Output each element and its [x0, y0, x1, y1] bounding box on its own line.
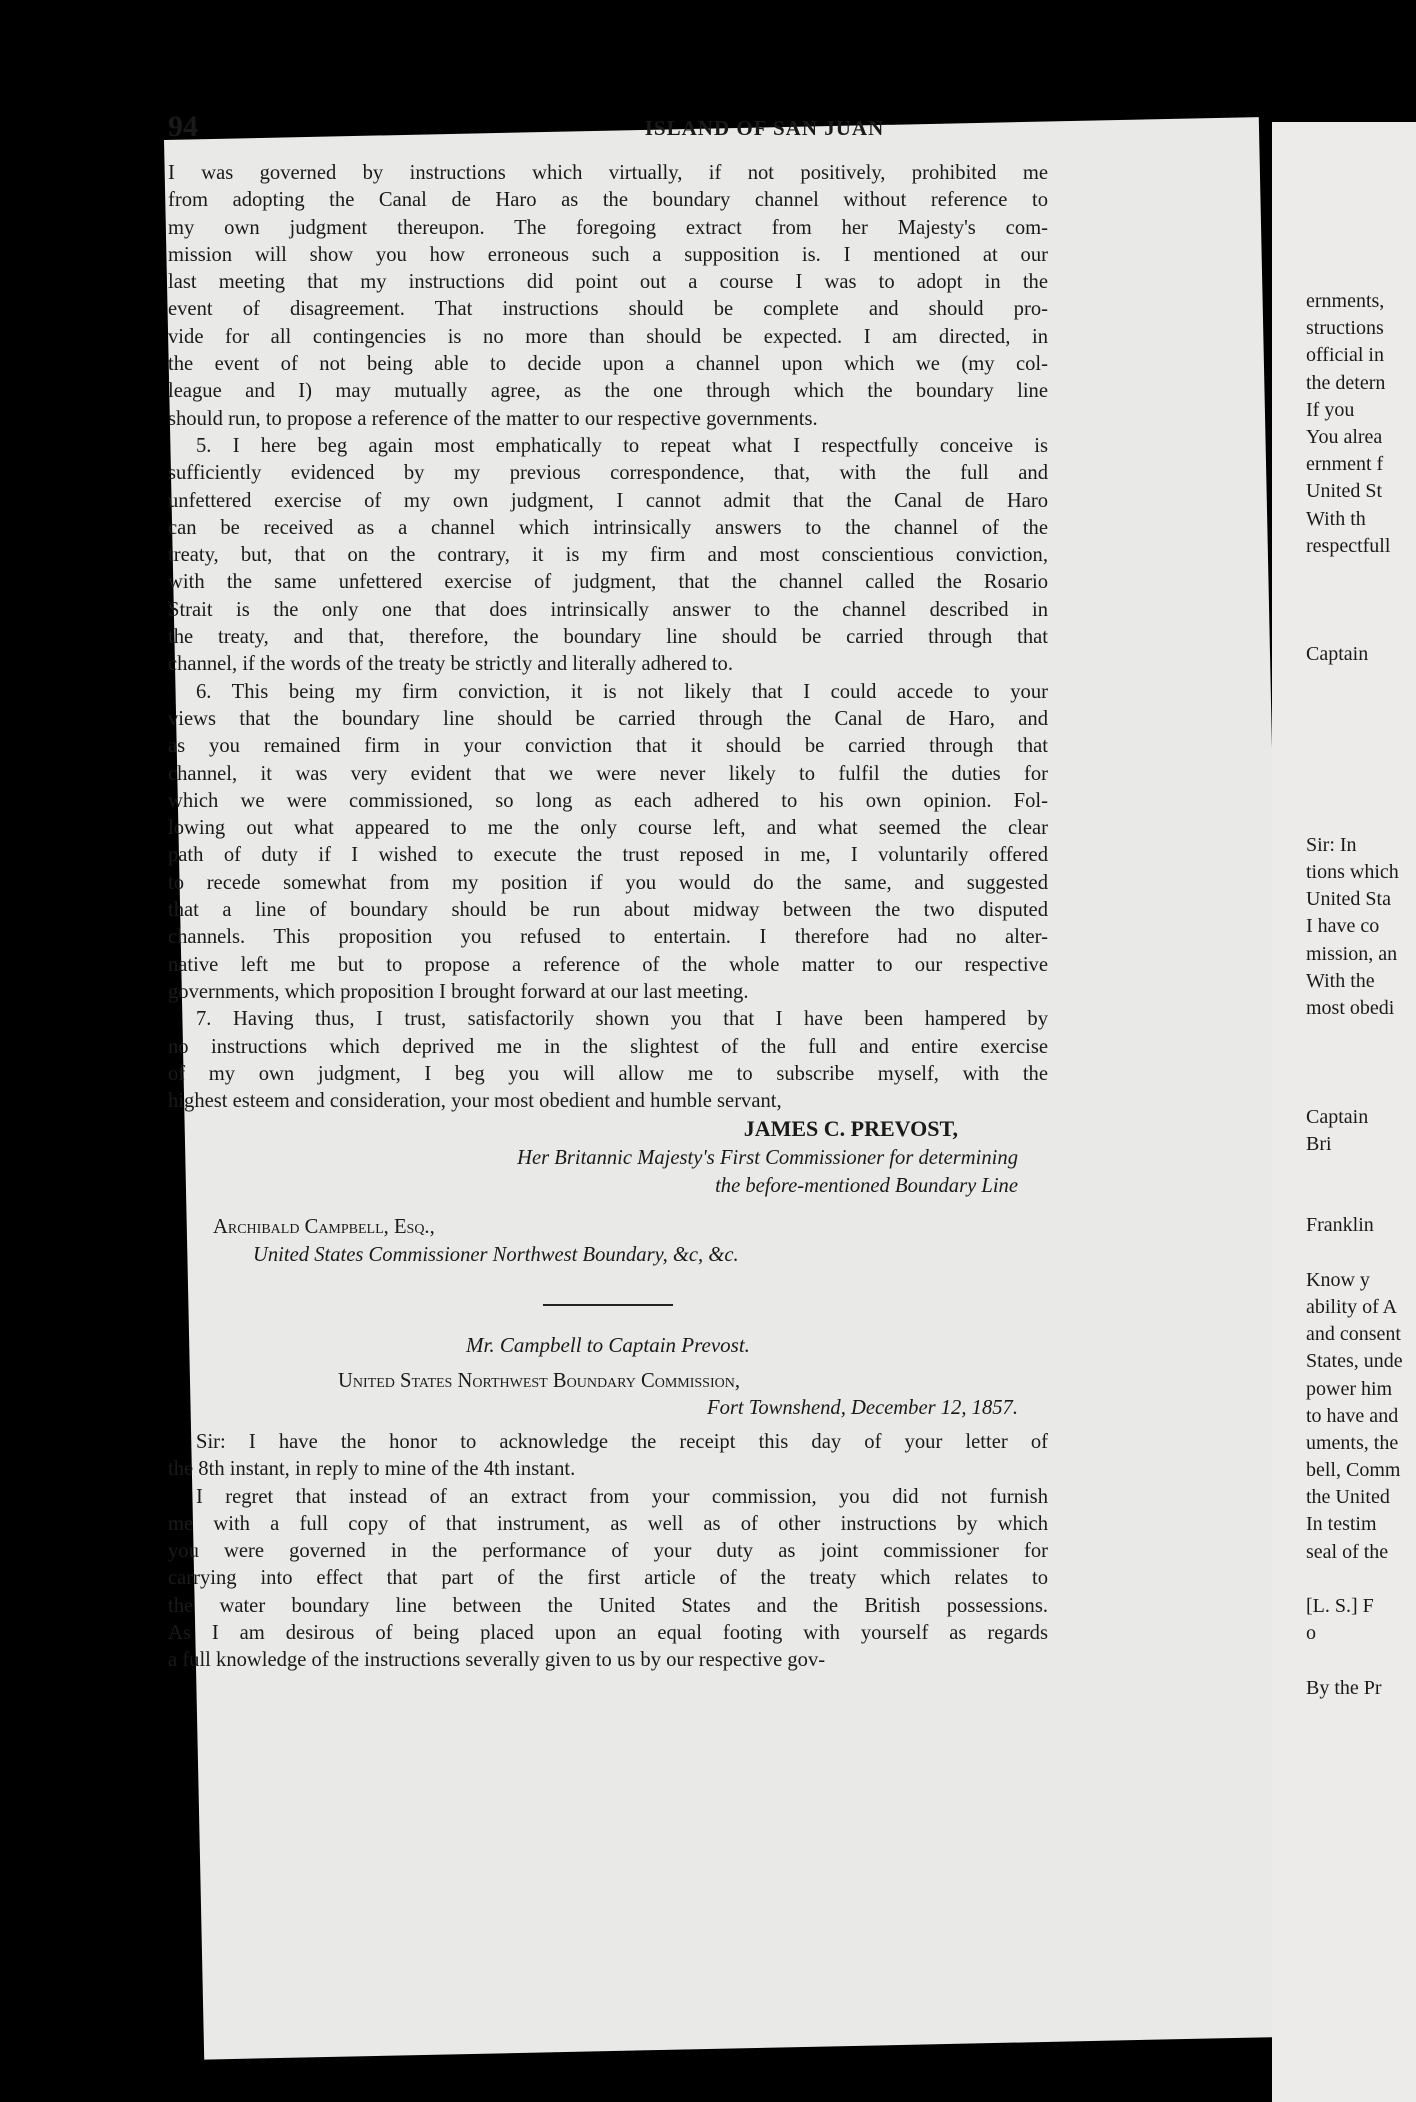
addressee-title: United States Commissioner Northwest Boundary, &c, &c. — [253, 1243, 739, 1266]
text-line: my own judgment thereupon. The foregoing extract from her Majesty's com- — [168, 216, 1048, 239]
text-line: lowing out what appeared to me the only course left, and what seemed the clear — [168, 817, 1048, 840]
facing-page-line — [1306, 560, 1416, 587]
facing-page-line — [1306, 1566, 1416, 1593]
text-line: carrying into effect that part of the first article of the treaty which relates to — [168, 1567, 1048, 1590]
text-line: to recede somewhat from my position if you would do the same, and suggested — [168, 871, 1048, 894]
facing-page-line — [1306, 1022, 1416, 1049]
facing-page-line: United St — [1306, 480, 1383, 503]
facing-page-line: most obedi — [1306, 996, 1395, 1019]
facing-page-text — [1306, 288, 1416, 1702]
text-line: league and I) may mutually agree, as the one through which the boundary line — [168, 380, 1048, 403]
facing-page-line: o — [1306, 1622, 1316, 1645]
facing-page-line: ernments, — [1306, 290, 1385, 312]
text-line: I regret that instead of an extract from your commission, you did not furnish — [196, 1485, 1048, 1508]
signature-role-line-1: Her Britannic Majesty's First Commissioner for determining — [517, 1147, 1018, 1170]
text-line: unfettered exercise of my own judgment, I cannot admit that the Canal de Haro — [168, 489, 1048, 512]
section-divider — [543, 1304, 673, 1306]
text-line: channel, it was very evident that we were never likely to fulfil the duties for — [168, 762, 1048, 785]
facing-page-line: I have co — [1306, 915, 1380, 938]
facing-page-line — [1306, 1158, 1416, 1185]
text-line: Sir: I have the honor to acknowledge the receipt this day of your letter of — [196, 1430, 1048, 1453]
facing-page-line: seal of the — [1306, 1540, 1389, 1563]
facing-page-line — [1306, 1185, 1416, 1212]
facing-page-line: and consent — [1306, 1323, 1401, 1346]
text-line: 7. Having thus, I trust, satisfactorily shown you that I have been hampered by — [196, 1008, 1048, 1031]
text-line: treaty, but, that on the contrary, it is my firm and most conscientious conviction, — [168, 544, 1048, 567]
text-line: mission will show you how erroneous such a supposition is. I mentioned at our — [168, 243, 1048, 266]
facing-page-line: States, unde — [1306, 1350, 1403, 1373]
text-line: I was governed by instructions which virtually, if not positively, prohibited me — [168, 162, 1048, 184]
facing-page-line — [1306, 1647, 1416, 1674]
text-line: should run, to propose a reference of the matter to our respective governments. — [168, 407, 818, 430]
text-line: highest esteem and consideration, your most obedient and humble servant, — [168, 1090, 782, 1113]
facing-page-line — [1306, 1049, 1416, 1076]
facing-page-line: bell, Comm — [1306, 1459, 1401, 1482]
text-line: me with a full copy of that instrument, as well as of other instructions by which — [168, 1512, 1048, 1535]
text-line: views that the boundary line should be carried through the Canal de Haro, and — [168, 707, 1048, 730]
facing-page-line: Captain — [1306, 643, 1369, 666]
page-number: 94 — [168, 110, 198, 143]
addressee-name: Archibald Campbell, Esq., — [213, 1215, 435, 1238]
facing-page-line: Sir: In — [1306, 833, 1357, 856]
text-line: 5. I here beg again most emphatically to repeat what I respectfully conceive is — [196, 434, 1048, 457]
facing-page-line: tions which — [1306, 860, 1399, 883]
text-line: which we were commissioned, so long as each adhered to his own opinion. Fol- — [168, 789, 1048, 812]
facing-page-line: the United — [1306, 1486, 1390, 1509]
facing-page-line — [1306, 614, 1416, 641]
text-line: 6. This being my firm conviction, it is not likely that I could accede to your — [196, 680, 1048, 703]
facing-page-line: Bri — [1306, 1132, 1332, 1155]
text-line: with the same unfettered exercise of judgment, that the channel called the Rosario — [168, 571, 1048, 594]
facing-page-line — [1306, 723, 1416, 750]
letter-heading: Mr. Campbell to Captain Prevost. — [466, 1332, 750, 1357]
facing-page-line — [1306, 805, 1416, 832]
letter-paragraphs — [168, 160, 1048, 1115]
letter-date: Fort Townshend, December 12, 1857. — [707, 1396, 1018, 1419]
facing-page-line — [1306, 1240, 1416, 1267]
facing-page-line: uments, the — [1306, 1431, 1399, 1454]
facing-page-line: By the Pr — [1306, 1676, 1382, 1699]
text-line: can be received as a channel which intrinsically answers to the channel of the — [168, 516, 1048, 539]
text-line: of my own judgment, I beg you will allow me to subscribe myself, with the — [168, 1062, 1048, 1085]
facing-page-line: ability of A — [1306, 1295, 1398, 1318]
facing-page-line: If you — [1306, 398, 1355, 421]
facing-page-line: You alrea — [1306, 425, 1383, 448]
text-line: vide for all contingencies is no more than should be expected. I am directed, in — [168, 325, 1048, 348]
text-line: path of duty if I wished to execute the trust reposed in me, I voluntarily offered — [168, 844, 1048, 867]
facing-page-line: With th — [1306, 507, 1366, 530]
facing-page-line — [1306, 1076, 1416, 1103]
text-line: channel, if the words of the treaty be strictly and literally adhered to. — [168, 653, 733, 676]
facing-page-line: Franklin — [1306, 1214, 1374, 1237]
text-line: from adopting the Canal de Haro as the boundary channel without reference to — [168, 189, 1048, 212]
text-line: native left me but to propose a reference of the whole matter to our respective — [168, 953, 1048, 976]
signature-role-line-2: the before-mentioned Boundary Line — [715, 1174, 1018, 1197]
facing-page-line — [1306, 777, 1416, 804]
facing-page-line: to have and — [1306, 1404, 1399, 1427]
page-body — [168, 160, 1048, 1675]
text-line: no instructions which deprived me in the slightest of the full and entire exercise — [168, 1035, 1048, 1058]
facing-page-line: In testim — [1306, 1513, 1377, 1536]
text-line: you were governed in the performance of your duty as joint commissioner for — [168, 1540, 1048, 1563]
text-line: the water boundary line between the United States and the British possessions. — [168, 1594, 1048, 1617]
text-line: sufficiently evidenced by my previous correspondence, that, with the full and — [168, 462, 1048, 485]
facing-page-line: [L. S.] F — [1306, 1595, 1374, 1617]
text-line: the event of not being able to decide upon a channel upon which we (my col- — [168, 353, 1048, 376]
text-line: channels. This proposition you refused to entertain. I therefore had no alter- — [168, 926, 1048, 949]
facing-page-line — [1306, 750, 1416, 777]
facing-page-line — [1306, 587, 1416, 614]
facing-page-line: mission, an — [1306, 942, 1398, 965]
facing-page-line: With the — [1306, 969, 1375, 992]
text-line: that a line of boundary should be run about midway between the two disputed — [168, 899, 1048, 922]
facing-page-line: respectfull — [1306, 534, 1391, 557]
running-title: ISLAND OF SAN JUAN — [644, 116, 885, 140]
signature: JAMES C. PREVOST, — [743, 1116, 958, 1142]
facing-page-line: United Sta — [1306, 888, 1391, 911]
text-line: a full knowledge of the instructions severally given to us by our respective gov- — [168, 1649, 826, 1672]
text-line: governments, which proposition I brought forward at our last meeting. — [168, 980, 749, 1003]
text-line: Strait is the only one that does intrinsically answer to the channel described in — [168, 598, 1048, 621]
text-line: the 8th instant, in reply to mine of the 4th instant. — [168, 1458, 576, 1481]
letter2-paragraphs — [168, 1429, 1048, 1675]
facing-page-line: structions — [1306, 317, 1384, 340]
letter-org: United States Northwest Boundary Commission, — [338, 1369, 741, 1392]
text-line: the treaty, and that, therefore, the boundary line should be carried through that — [168, 626, 1048, 649]
facing-page-line: the detern — [1306, 371, 1386, 394]
text-line: As I am desirous of being placed upon an equal footing with yourself as regards — [168, 1622, 1048, 1645]
facing-page-line — [1306, 669, 1416, 696]
facing-page-line: power him — [1306, 1377, 1393, 1400]
text-line: event of disagreement. That instructions should be complete and should pro- — [168, 298, 1048, 321]
page-header — [168, 110, 1361, 150]
facing-page-line: Captain — [1306, 1105, 1369, 1128]
facing-page-line: Know y — [1306, 1268, 1370, 1291]
text-line: last meeting that my instructions did point out a course I was to adopt in the — [168, 271, 1048, 294]
facing-page-line: official in — [1306, 344, 1384, 367]
facing-page-line — [1306, 696, 1416, 723]
facing-page-line: ernment f — [1306, 453, 1384, 476]
text-line: as you remained firm in your conviction that it should be carried through that — [168, 735, 1048, 758]
